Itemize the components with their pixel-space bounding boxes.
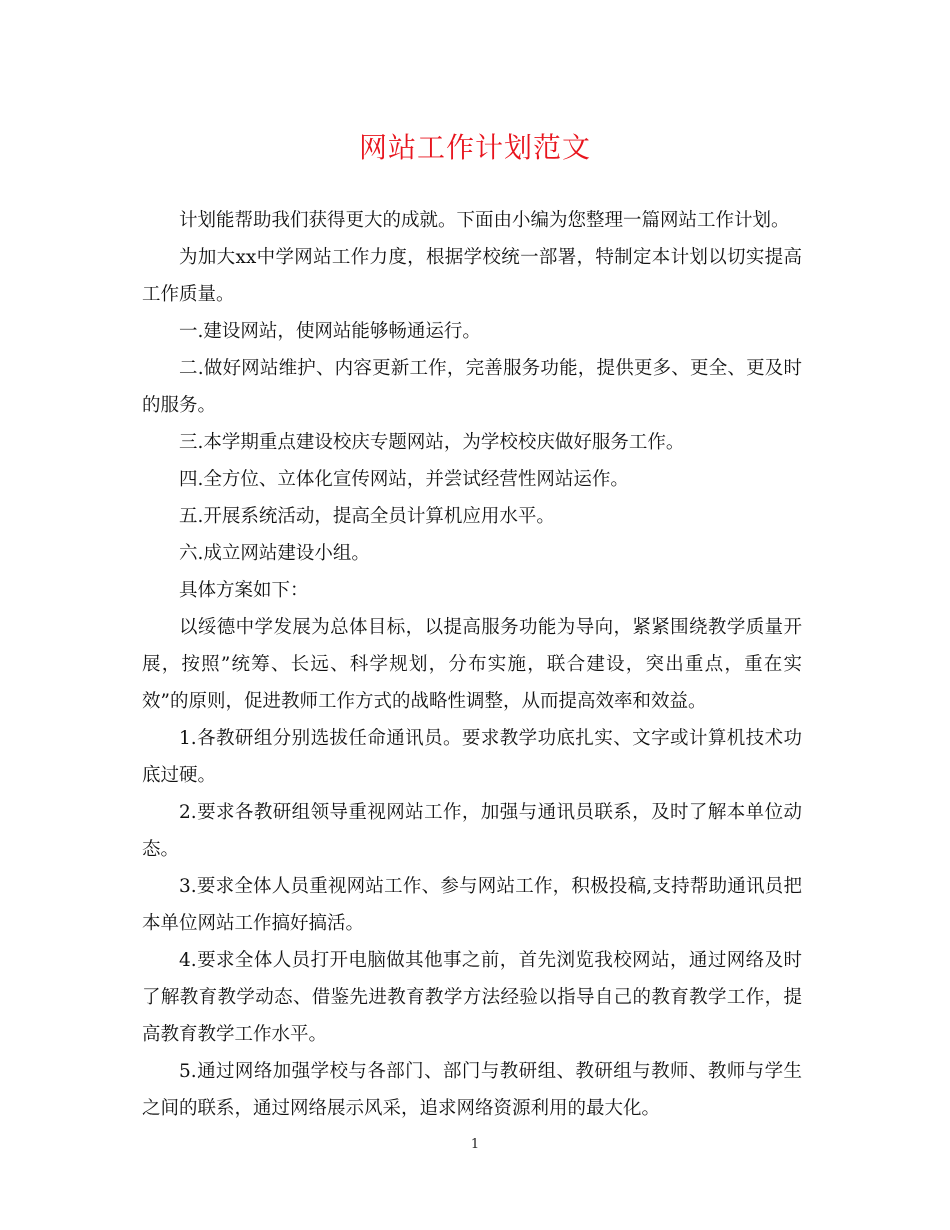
paragraph-item-1: 1.各教研组分别选拔任命通讯员。要求教学功底扎实、文字或计算机技术功底过硬。 [142,728,802,786]
paragraph-goal-4: 四.全方位、立体化宣传网站，并尝试经营性网站运作。 [179,469,629,490]
paragraph-goal-2: 二.做好网站维护、内容更新工作，完善服务功能，提供更多、更全、更及时的服务。 [142,358,802,416]
paragraph-plan-heading: 具体方案如下： [179,580,309,601]
document-body [142,202,802,1127]
paragraph-item-5: 5.通过网络加强学校与各部门、部门与教研组、教研组与教师、教师与学生之间的联系，通过网络展示风采，追求网络资源利用的最大化。 [142,1061,802,1119]
document-title: 网站工作计划范文 [358,131,591,164]
page-number: 1 [470,1137,480,1152]
paragraph-goal-3: 三.本学期重点建设校庆专题网站，为学校校庆做好服务工作。 [179,432,685,453]
paragraph-item-3: 3.要求全体人员重视网站工作、参与网站工作，积极投稿,支持帮助通讯员把本单位网站工作搞好搞活。 [142,876,802,934]
paragraph-goal-5: 五.开展系统活动，提高全员计算机应用水平。 [179,506,555,527]
paragraph-item-4: 4.要求全体人员打开电脑做其他事之前，首先浏览我校网站，通过网络及时了解教育教学动态、借鉴先进教育教学方法经验以指导自己的教育教学工作，提高教育教学工作水平。 [142,950,802,1045]
paragraph-overall-target: 以绥德中学发展为总体目标，以提高服务功能为导向，紧紧围绕教学质量开展，按照”统筹、长远、科学规划，分布实施，联合建设，突出重点，重在实效”的原则，促进教师工作方式的战略性调整，从而提高效率和效益。 [142,617,802,712]
paragraph-purpose: 为加大xx中学网站工作力度，根据学校统一部署，特制定本计划以切实提高工作质量。 [142,247,802,305]
paragraph-goal-1: 一.建设网站，使网站能够畅通运行。 [179,321,481,342]
paragraph-goal-6: 六.成立网站建设小组。 [179,543,370,564]
paragraph-intro: 计划能帮助我们获得更大的成就。下面由小编为您整理一篇网站工作计划。 [179,210,790,231]
paragraph-item-2: 2.要求各教研组领导重视网站工作，加强与通讯员联系，及时了解本单位动态。 [142,802,802,860]
